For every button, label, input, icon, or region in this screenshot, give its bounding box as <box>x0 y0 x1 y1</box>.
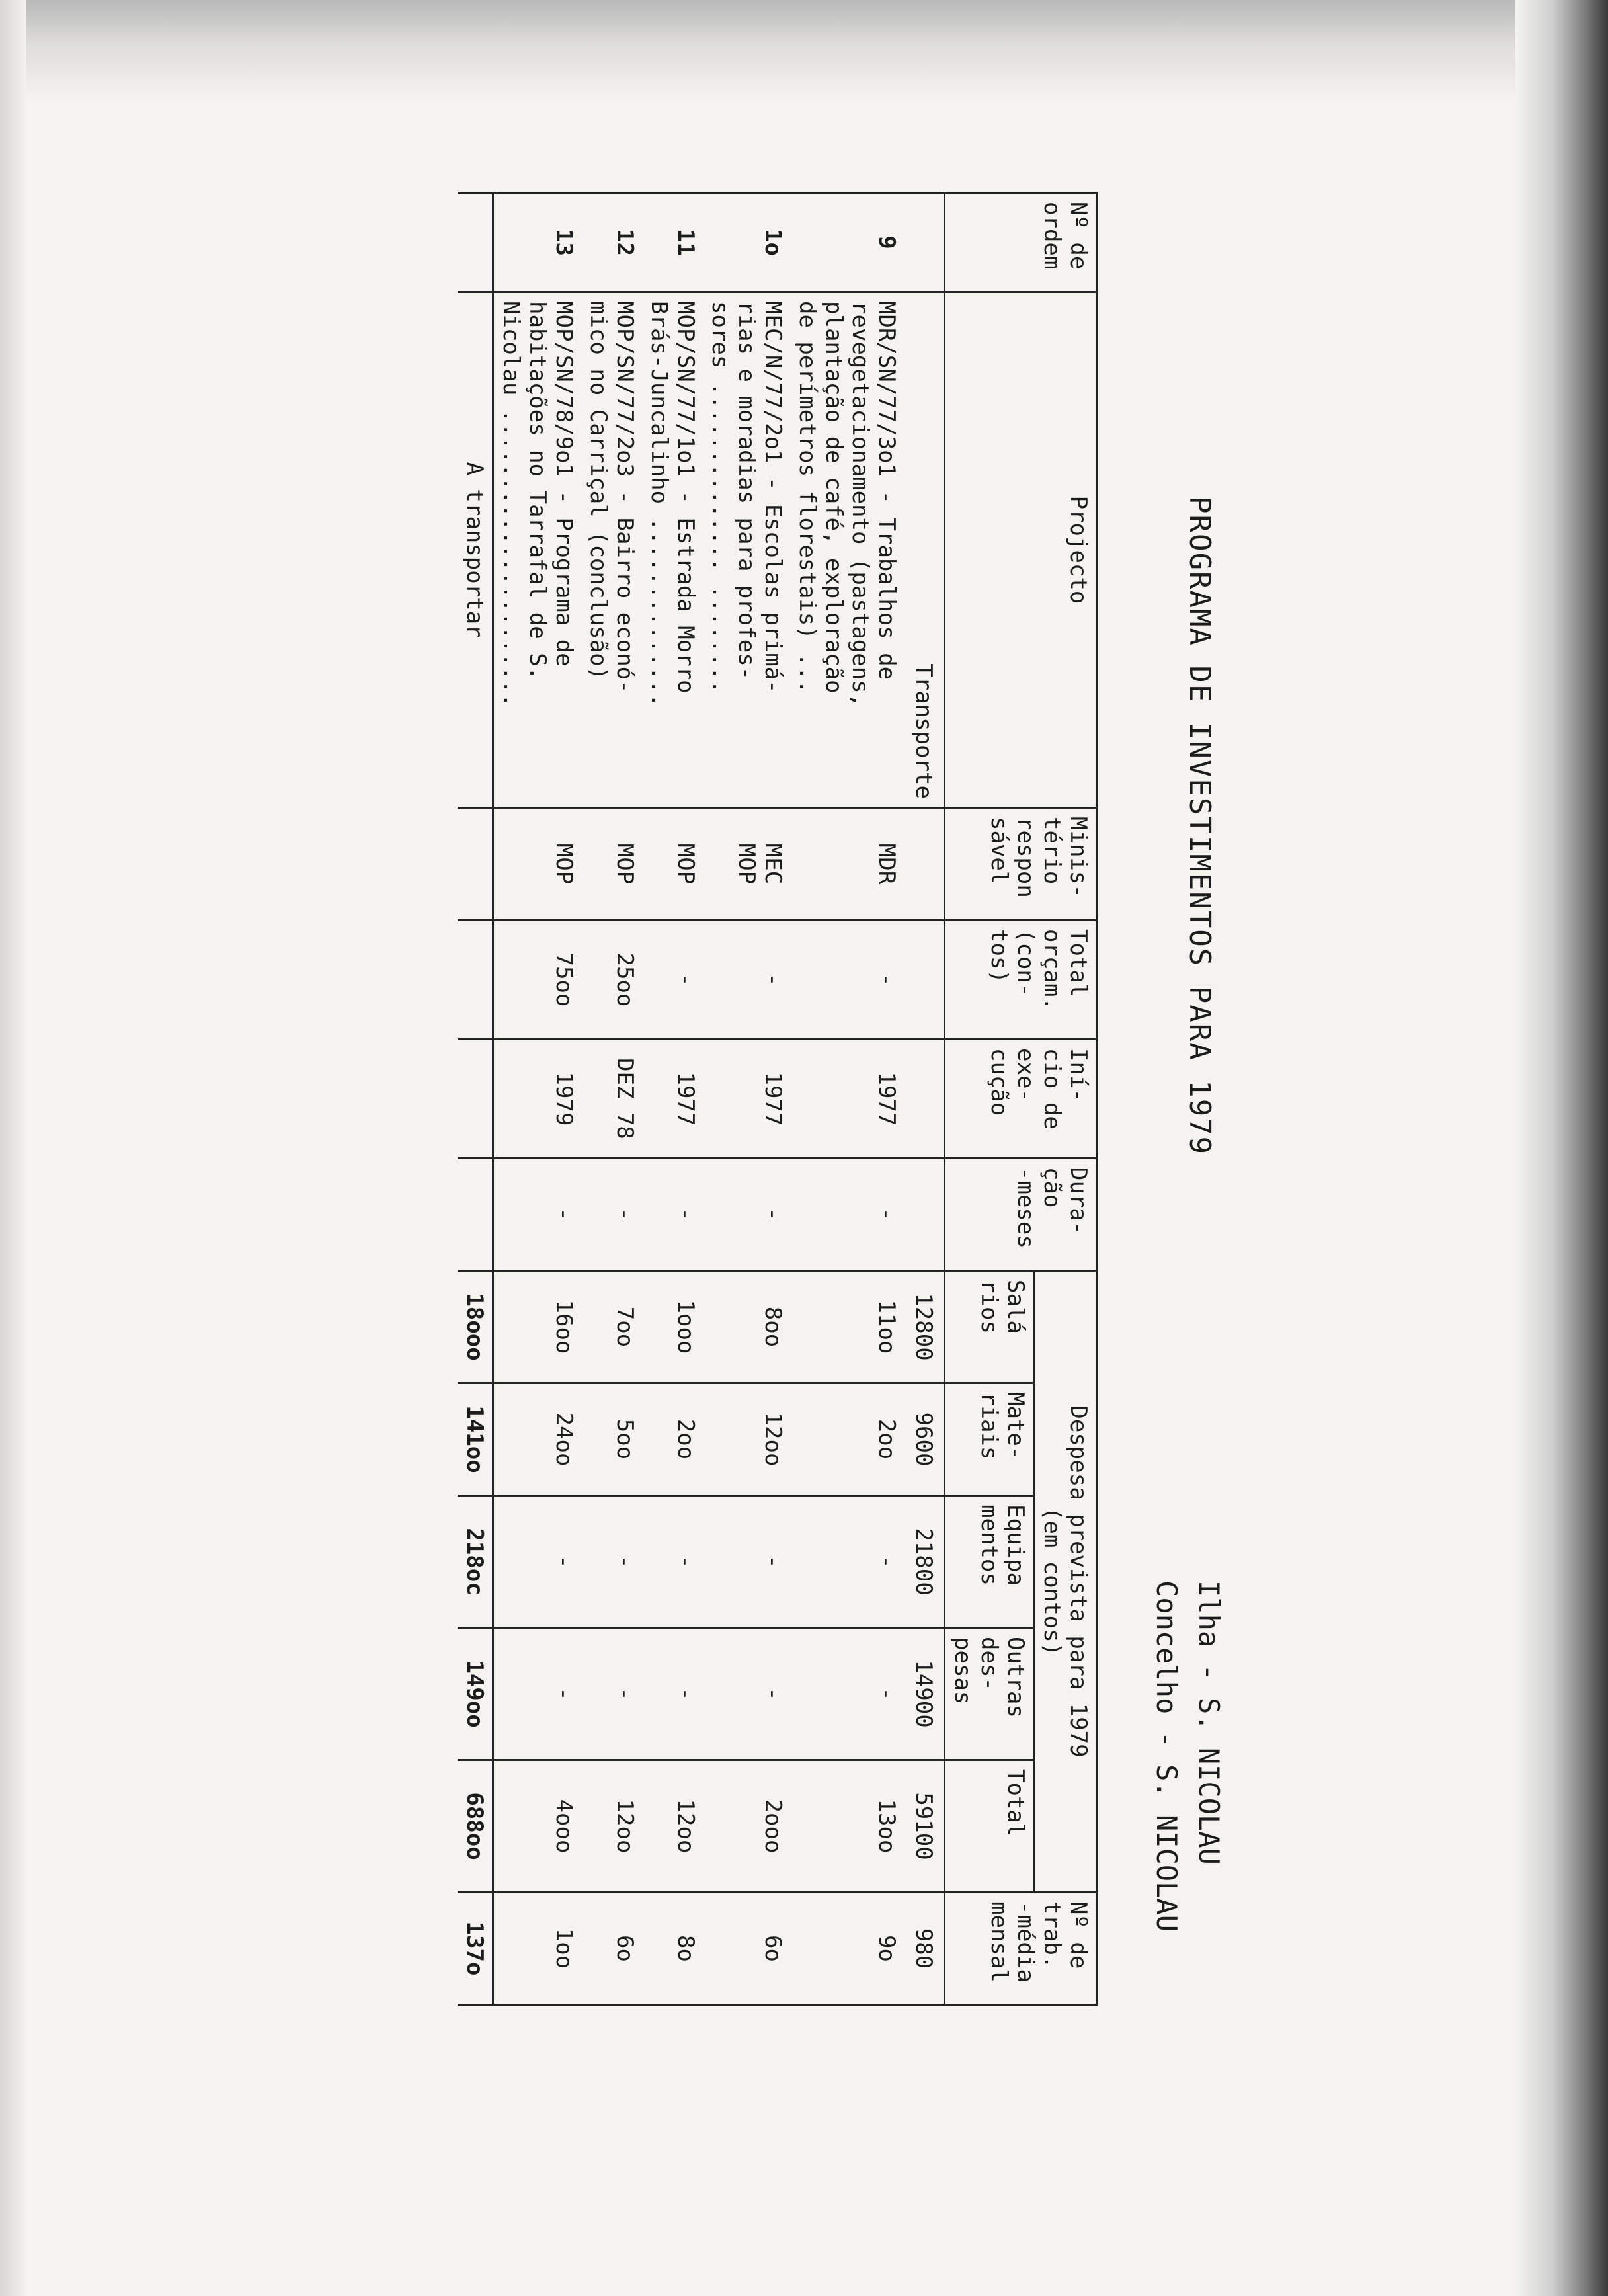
row-projecto: MOP/SN/77/2o3 - Bairro econó- mico no Carriçal (conclusão) <box>581 292 642 808</box>
row-salarios: 1ooo <box>642 1271 703 1383</box>
row-ministerio: MDR <box>790 808 904 921</box>
header-ministerio: Minis- tério respon sável <box>945 808 1097 921</box>
row-salarios: 8oo <box>703 1271 790 1383</box>
row-inicio: 1977 <box>703 1040 790 1159</box>
a-transportar-total: 688oo <box>458 1760 493 1893</box>
row-duracao: - <box>493 1159 582 1271</box>
row-materiais: 24oo <box>493 1383 582 1496</box>
row-total: 12oo <box>581 1760 642 1893</box>
row-total-orcam: - <box>703 921 790 1040</box>
a-transportar-row <box>458 193 493 2005</box>
investment-table <box>458 192 1098 2006</box>
scan-right-shadow <box>1515 0 1608 2296</box>
document-title: PROGRAMA DE INVESTIMENTOS PARA 1979 <box>1183 496 1217 1156</box>
header-equipamentos: Equipa mentos <box>945 1496 1034 1628</box>
row-duracao: - <box>581 1159 642 1271</box>
row-ministerio: MOP <box>581 808 642 921</box>
row-projecto: MOP/SN/78/9o1 - Programa de habitações no Tarrafal de S. Nicolau ...................... <box>493 292 582 808</box>
transporte-row <box>904 193 945 2005</box>
header-total-orcam: Total orçam. (con- tos) <box>945 921 1097 1040</box>
header-outras: Outras des- pesas <box>945 1628 1034 1760</box>
row-total-orcam: - <box>790 921 904 1040</box>
row-total: 4ooo <box>493 1760 582 1893</box>
row-materiais: 2oo <box>790 1383 904 1496</box>
transporte-salarios: 12800 <box>904 1271 945 1383</box>
row-trab: 6o <box>703 1893 790 2005</box>
row-outras: - <box>790 1628 904 1760</box>
table-row <box>581 193 642 2005</box>
row-equipamentos: - <box>581 1496 642 1628</box>
row-materiais: 5oo <box>581 1383 642 1496</box>
row-salarios: 16oo <box>493 1271 582 1383</box>
row-ministerio: MOP <box>642 808 703 921</box>
row-trab: 8o <box>642 1893 703 2005</box>
table-row <box>790 193 904 2005</box>
location-block <box>1145 1580 1230 1932</box>
row-duracao: - <box>703 1159 790 1271</box>
row-materiais: 2oo <box>642 1383 703 1496</box>
transporte-equipamentos: 21800 <box>904 1496 945 1628</box>
row-projecto: MEC/N/77/2o1 - Escolas primá- rias e moradias para profes- sores .............. ........ <box>703 292 790 808</box>
transporte-outras: 14900 <box>904 1628 945 1760</box>
row-duracao: - <box>642 1159 703 1271</box>
header-inicio: Iní- cio de exe- cução <box>945 1040 1097 1159</box>
row-equipamentos: - <box>790 1496 904 1628</box>
transporte-total: 59100 <box>904 1760 945 1893</box>
row-trab: 6o <box>581 1893 642 2005</box>
a-transportar-outras: 149oo <box>458 1628 493 1760</box>
row-projecto: MDR/SN/77/3o1 - Trabalhos de revegetacionamento (pastagens, plantação de café, exploração de perímetros florestais) ... <box>790 292 904 808</box>
scan-top-shadow <box>0 0 1608 99</box>
header-duracao: Dura- ção -meses <box>945 1159 1097 1271</box>
row-total-orcam: 75oo <box>493 921 582 1040</box>
row-projecto: MOP/SN/77/1o1 - Estrada Morro Brás-Juncalinho .............. <box>642 292 703 808</box>
row-outras: - <box>581 1628 642 1760</box>
header-total: Total <box>945 1760 1034 1893</box>
island-label: Ilha - S. NICOLAU <box>1193 1580 1225 1865</box>
row-duracao: - <box>790 1159 904 1271</box>
row-trab: 9o <box>790 1893 904 2005</box>
table-row <box>642 193 703 2005</box>
header-salarios: Salá rios <box>945 1271 1034 1383</box>
row-inicio: 1977 <box>642 1040 703 1159</box>
row-ministerio: MOP <box>493 808 582 921</box>
row-ordem: 9 <box>790 193 904 292</box>
rotated-document-page <box>66 126 1256 2242</box>
row-outras: - <box>493 1628 582 1760</box>
row-outras: - <box>642 1628 703 1760</box>
a-transportar-salarios: 18ooo <box>458 1271 493 1383</box>
row-inicio: DEZ 78 <box>581 1040 642 1159</box>
table-row <box>493 193 582 2005</box>
row-ordem: 1o <box>703 193 790 292</box>
header-materiais: Mate- riais <box>945 1383 1034 1496</box>
transporte-label: Transporte <box>904 292 945 808</box>
a-transportar-trab: 137o <box>458 1893 493 2005</box>
row-salarios: 11oo <box>790 1271 904 1383</box>
scan-left-edge <box>0 0 26 2296</box>
row-equipamentos: - <box>703 1496 790 1628</box>
row-ordem: 11 <box>642 193 703 292</box>
row-total: 12oo <box>642 1760 703 1893</box>
row-total: 13oo <box>790 1760 904 1893</box>
transporte-trab: 980 <box>904 1893 945 2005</box>
header-trab: Nº de trab. -média mensal <box>945 1893 1097 2005</box>
row-materiais: 12oo <box>703 1383 790 1496</box>
row-total-orcam: 25oo <box>581 921 642 1040</box>
a-transportar-equipamentos: 218oc <box>458 1496 493 1628</box>
header-ordem: Nº de ordem <box>945 193 1097 292</box>
row-ministerio: MEC MOP <box>703 808 790 921</box>
row-total-orcam: - <box>642 921 703 1040</box>
row-salarios: 7oo <box>581 1271 642 1383</box>
transporte-materiais: 9600 <box>904 1383 945 1496</box>
a-transportar-materiais: 141oo <box>458 1383 493 1496</box>
header-projecto: Projecto <box>945 292 1097 808</box>
row-inicio: 1977 <box>790 1040 904 1159</box>
row-ordem: 13 <box>493 193 582 292</box>
header-despesa-group: Despesa prevista para 1979 (em contos) <box>1034 1271 1097 1893</box>
a-transportar-label: A transportar <box>458 292 493 808</box>
row-ordem: 12 <box>581 193 642 292</box>
row-equipamentos: - <box>493 1496 582 1628</box>
row-inicio: 1979 <box>493 1040 582 1159</box>
row-trab: 1oo <box>493 1893 582 2005</box>
row-outras: - <box>703 1628 790 1760</box>
row-total: 2ooo <box>703 1760 790 1893</box>
table-row <box>703 193 790 2005</box>
row-equipamentos: - <box>642 1496 703 1628</box>
council-label: Concelho - S. NICOLAU <box>1150 1580 1183 1932</box>
